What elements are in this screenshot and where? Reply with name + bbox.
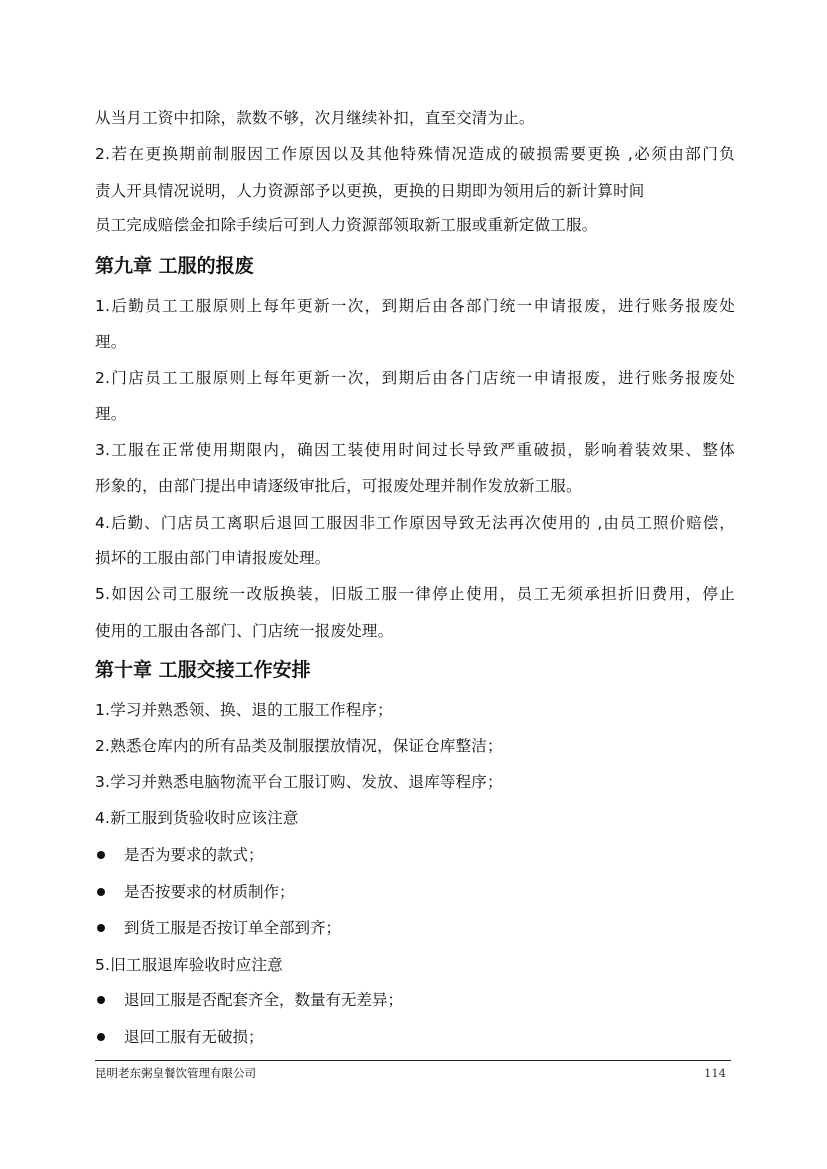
bullet-item: 退回工服有无破损； bbox=[124, 1028, 264, 1046]
paragraph-line: 4.后勤、门店员工离职后退回工服因非工作原因导致无法再次使用的 ,由员工照价赔偿， bbox=[95, 514, 735, 532]
list-item: 2.熟悉仓库内的所有品类及制服摆放情况，保证仓库整洁； bbox=[95, 737, 503, 755]
bullet-icon bbox=[97, 851, 105, 859]
paragraph-line: 5.如因公司工服统一改版换装，旧版工服一律停止使用，员工无须承担折旧费用，停止 bbox=[95, 585, 735, 603]
bullet-item: 是否为要求的款式； bbox=[124, 846, 264, 864]
bullet-icon bbox=[97, 1033, 105, 1041]
chapter-10-heading: 第十章 工服交接工作安排 bbox=[95, 659, 311, 681]
bullet-item: 退回工服是否配套齐全，数量有无差异； bbox=[124, 991, 404, 1009]
paragraph-line: 员工完成赔偿金扣除手续后可到人力资源部领取新工服或重新定做工服。 bbox=[95, 216, 598, 234]
paragraph-line: 从当月工资中扣除，款数不够，次月继续补扣，直至交清为止。 bbox=[95, 109, 535, 127]
paragraph-line: 理。 bbox=[95, 405, 127, 423]
paragraph-line: 2.若在更换期前制服因工作原因以及其他特殊情况造成的破损需要更换 ,必须由部门负 bbox=[95, 145, 735, 163]
paragraph-line: 2.门店员工工服原则上每年更新一次，到期后由各门店统一申请报废，进行账务报废处 bbox=[95, 369, 735, 387]
footer-divider bbox=[95, 1060, 731, 1061]
bullet-item: 到货工服是否按订单全部到齐； bbox=[124, 919, 342, 937]
list-item: 1.学习并熟悉领、换、退的工服工作程序； bbox=[95, 701, 393, 719]
bullet-icon bbox=[97, 924, 105, 932]
bullet-item: 是否按要求的材质制作； bbox=[124, 883, 295, 901]
footer-page-number: 114 bbox=[704, 1066, 726, 1080]
footer-company-name: 昆明老东粥皇餐饮管理有限公司 bbox=[95, 1066, 256, 1080]
paragraph-line: 3.工服在正常使用期限内，确因工装使用时间过长导致严重破损，影响着装效果、整体 bbox=[95, 441, 735, 459]
paragraph-line: 形象的，由部门提出申请逐级审批后，可报废处理并制作发放新工服。 bbox=[95, 477, 582, 495]
paragraph-line: 责人开具情况说明，人力资源部予以更换，更换的日期即为领用后的新计算时间 bbox=[95, 182, 645, 200]
paragraph-line: 理。 bbox=[95, 333, 127, 351]
paragraph-line: 使用的工服由各部门、门店统一报废处理。 bbox=[95, 622, 394, 640]
list-item: 3.学习并熟悉电脑物流平台工服订购、发放、退库等程序； bbox=[95, 773, 503, 791]
paragraph-line: 1.后勤员工工服原则上每年更新一次，到期后由各部门统一申请报废，进行账务报废处 bbox=[95, 297, 735, 315]
bullet-icon bbox=[97, 996, 105, 1004]
bullet-icon bbox=[97, 888, 105, 896]
chapter-9-heading: 第九章 工服的报废 bbox=[95, 255, 254, 277]
paragraph-line: 损坏的工服由部门申请报废处理。 bbox=[95, 549, 331, 567]
list-item: 4.新工服到货验收时应该注意 bbox=[95, 809, 299, 827]
list-item: 5.旧工服退库验收时应注意 bbox=[95, 956, 283, 974]
